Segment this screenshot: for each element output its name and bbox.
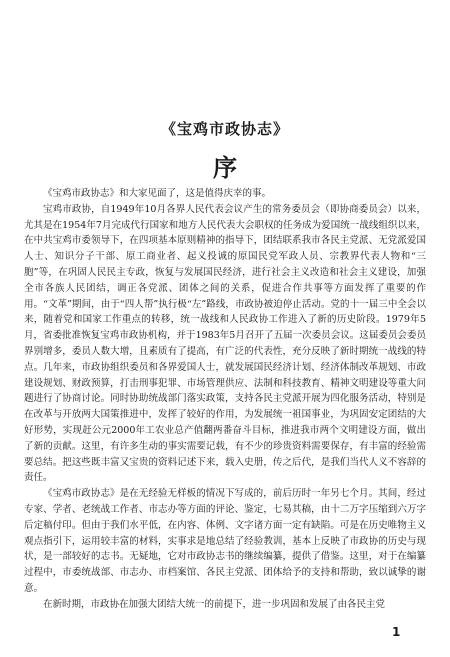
paragraph-3: 《宝鸡市政协志》是在无经验无样板的情况下写成的，前后历时一年另七个月。其间，经过专家、学者、老统战工作者、市志办等方面的评论、鉴定，七易其稿，由十二万字压缩到六万字后定稿付印。但由于我们水平低，在内容、体例、文字诸方面一定有缺陷。可是在历史唯物主义观点指引下，运用较丰富的材料，实事求是地总结了经验教训，基本上反映了市政协的历史与现状，是一部较好的志书。无疑地，它对市政协志书的继续编纂，提供了借鉴。这里，对于在编纂过程中，市委统战部、市志办、市档案馆、各民主党派、团体给予的支持和帮助，致以诚挚的谢意。 (24, 488, 426, 594)
paragraph-4: 在新时期，市政协在加强大团结大统一的前提下，进一步巩固和发展了由各民主党 (43, 598, 386, 610)
paragraph-2: 宝鸡市政协，自1949年10月各界人民代表会议产生的常务委员会（即协商委员会）以来，尤其是在1954年7月完成代行国家和地方人民代表大会职权的任务成为爱国统一战线组织以来，在中共宝鸡市委领导下，在四项基本原则精神的指导下，团结联系我市各民主党派、无党派爱国人士、知识分子干部、原工商业者、起义投诚的原国民党军政人员、宗教界代表人物和“三胞”等，在巩固人民民主专政，恢复与发展国民经济，进行社会主义改造和社会主义建设，加强全市各族人民团结，调正各党派、团体之间的关系，促进合作共事等方面发挥了重要的作用。“文革”期间，由于“四人帮”执行极“左”路线，市政协被迫停止活动。党的十一届三中全会以来，随着党和国家工作重点的转移，统一战线和人民政协工作进入了新的历史阶段。1979年5月，省委批准恢复宝鸡市政协机构，并于1983年5月召开了五届一次委员会议。这届委员会委员界别增多，委员人数大增，且素质有了提高，有广泛的代表性，充分反映了新时期统一战线的特点。几年来，市政协组织委员和各界爱国人士，就发展国民经济计划、经济体制改革规划、市政建设规划、财政预算，打击刑事犯罪、市场管理供应、法制和科技教育、精神文明建设等重大问题进行了协商讨论。同时协助统战部门落实政策，支持各民主党派开展为四化服务活动，特别是在改革与开放两大国策推进中，发挥了较好的作用，为发展统一祖国事业，为巩固安定团结的大好形势，实现赶公元2000年工农业总产值翻两番奋斗目标，推进我市两个文明建设方面，做出了新的贡献。这里，有许多生动的事实需要记载，有不少的珍贵资料需要保存，有丰富的经验需要总结。把这些既丰富又宝贵的资料记述下来，载入史册，传之后代，是我们当代人义不容辞的责任。 (24, 203, 426, 484)
book-title: 《宝鸡市政协志》 (160, 120, 289, 138)
body-text (24, 186, 426, 613)
page-number: 1 (392, 625, 401, 639)
paragraph-1: 《宝鸡市政协志》和大家见面了，这是值得庆幸的事。 (43, 188, 272, 199)
section-title-preface: 序 (213, 153, 237, 182)
